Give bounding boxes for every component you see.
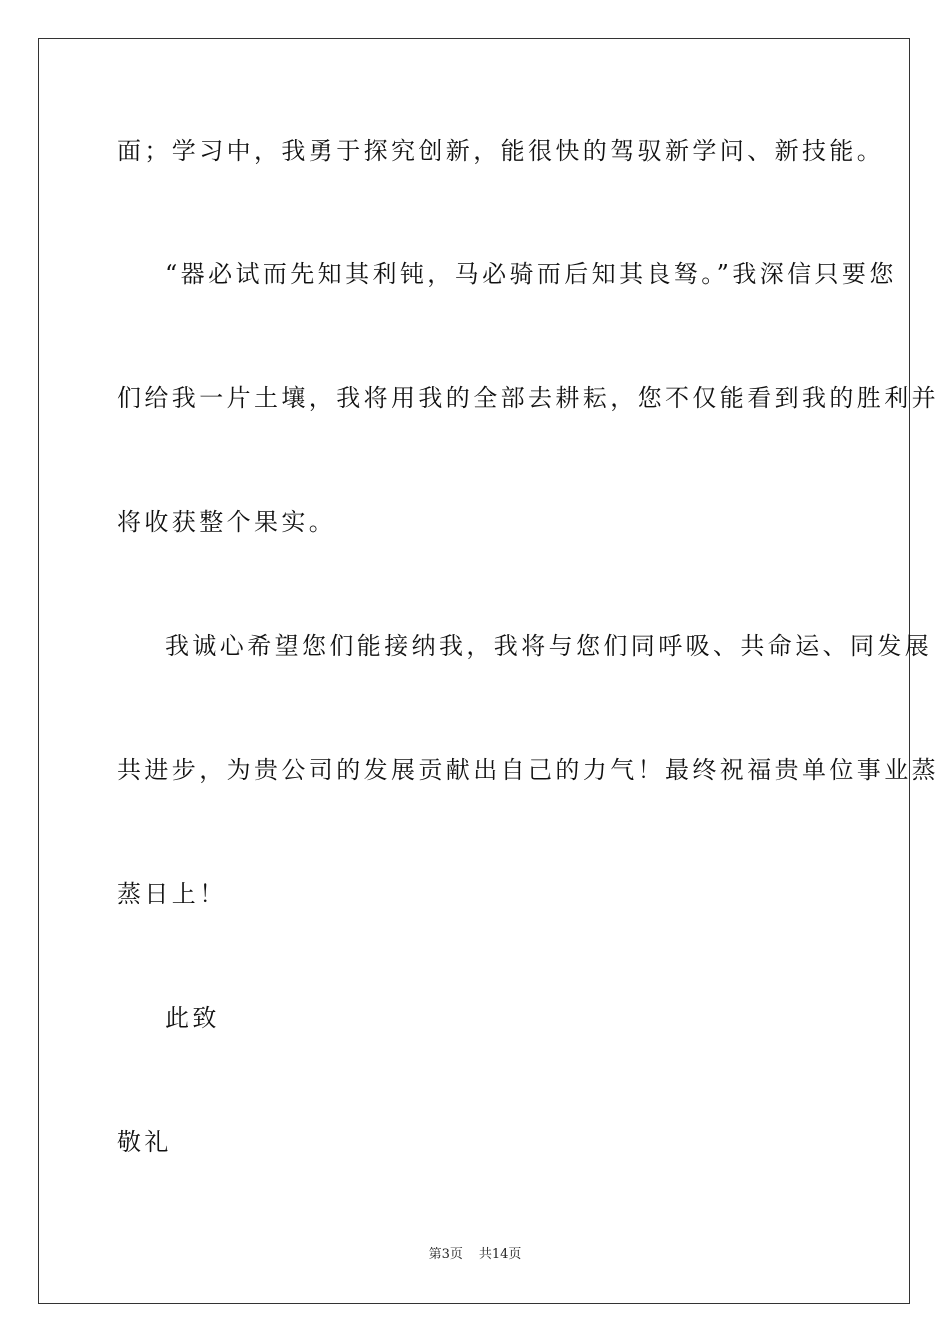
closing-regards: 敬礼	[117, 1128, 172, 1156]
body-line-7: 蒸日上！	[117, 880, 227, 908]
page-number: 第3页	[428, 1247, 463, 1262]
body-line-1: 面；学习中，我勇于探究创新，能很快的驾驭新学问、新技能。	[117, 137, 885, 165]
body-line-4: 将收获整个果实。	[117, 508, 337, 536]
page-footer	[0, 1246, 950, 1264]
page-frame	[38, 38, 910, 1304]
page-total: 共14页	[478, 1247, 522, 1262]
closing-salutation: 此致	[165, 1004, 220, 1032]
body-line-3: 们给我一片土壤，我将用我的全部去耕耘，您不仅能看到我的胜利并	[117, 384, 939, 412]
body-line-6: 共进步，为贵公司的发展贡献出自己的力气！最终祝福贵单位事业蒸	[117, 756, 939, 784]
body-line-2: “器必试而先知其利钝，马必骑而后知其良驽。”我深信只要您	[165, 260, 897, 288]
body-line-5: 我诚心希望您们能接纳我，我将与您们同呼吸、共命运、同发展	[165, 632, 933, 660]
